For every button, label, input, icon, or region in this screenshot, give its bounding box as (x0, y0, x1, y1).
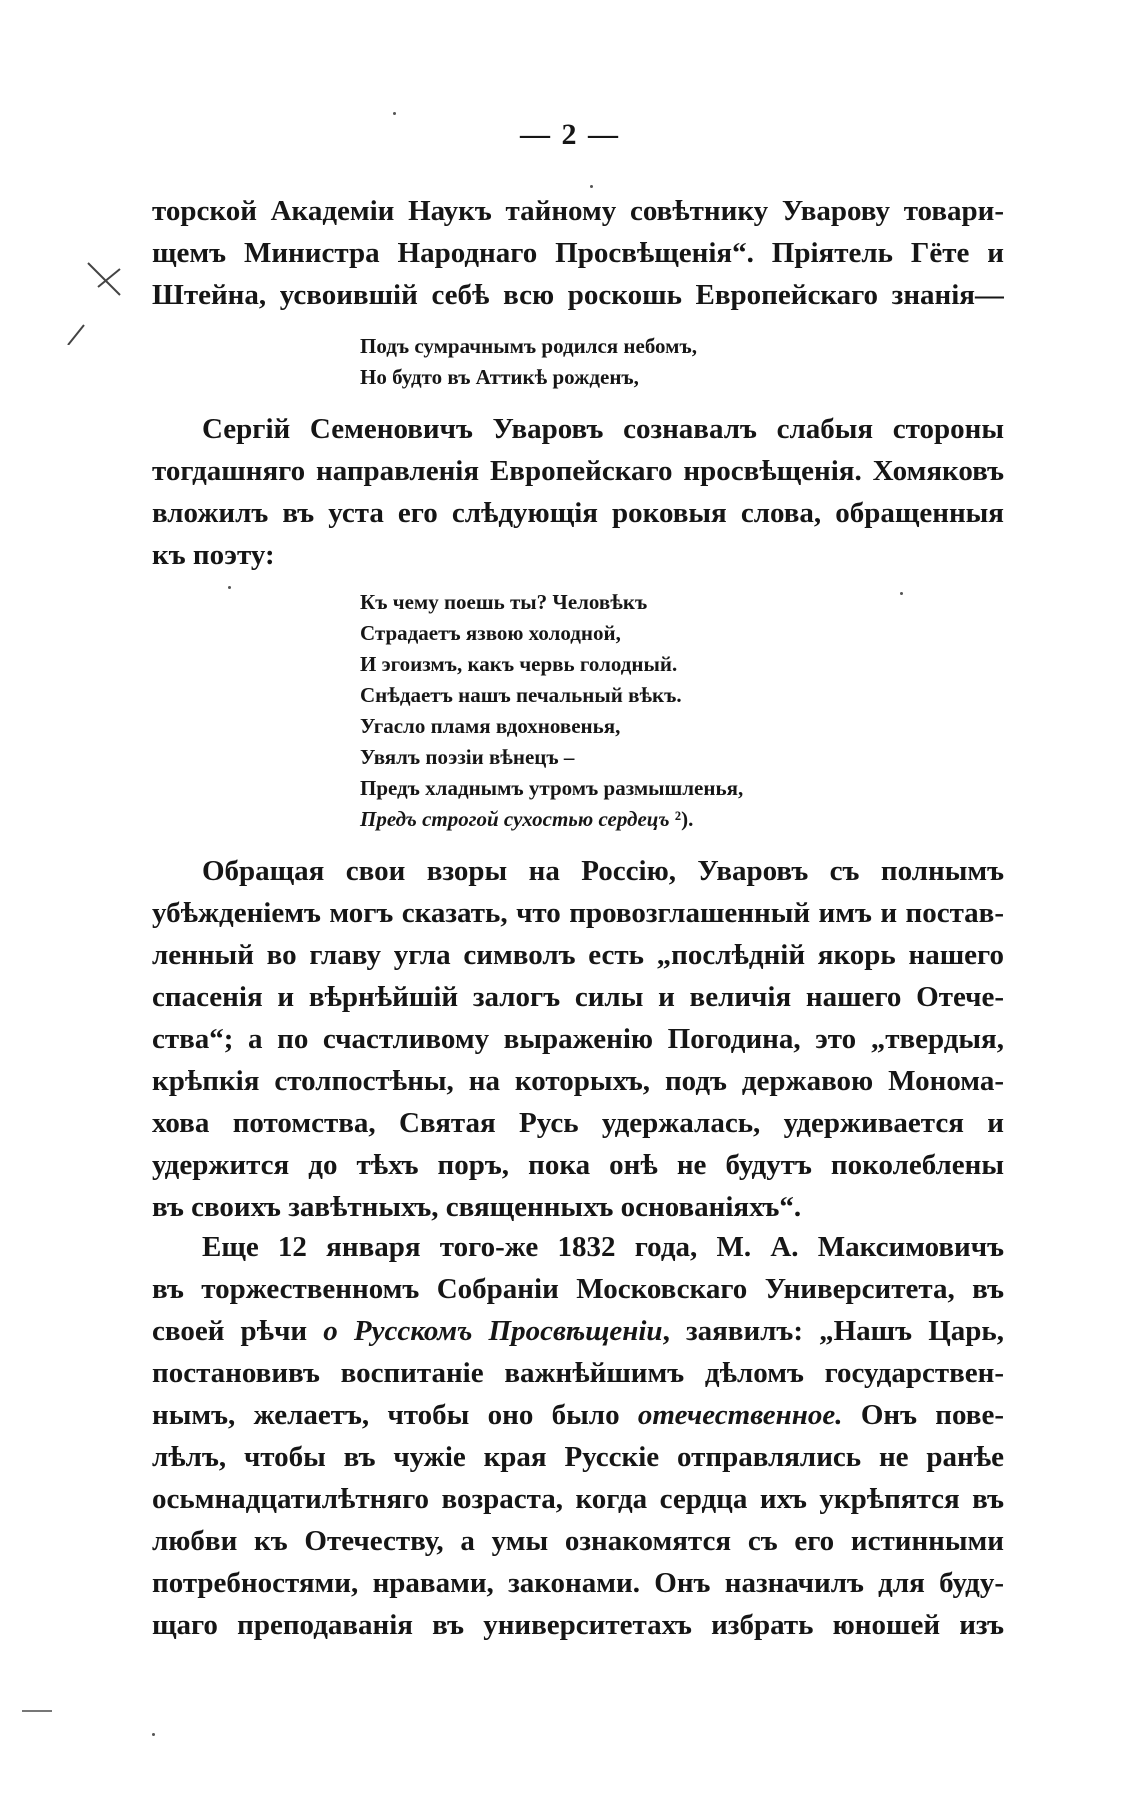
italic-emphasis: отечественное. (637, 1399, 843, 1431)
paragraph-maksimovich (152, 1226, 1004, 1646)
page-number: — 2 — (520, 118, 620, 151)
text-line: потребностями, нравами, законами. Онъ назначилъ для буду- (152, 1567, 1004, 1599)
verse-line: Увялъ поэзіи вѣнецъ – (360, 745, 575, 769)
text-segment: Онъ пове- (842, 1399, 1004, 1431)
text-line: щаго преподаванія въ университетахъ избрать юношей изъ (152, 1609, 1004, 1641)
paragraph-uvarov (152, 408, 1004, 576)
verse-line: Подъ сумрачнымъ родился небомъ, (360, 334, 697, 358)
text-line: хова потомства, Святая Русь удержалась, удерживается и (152, 1107, 1004, 1139)
verse-line: Предъ хладнымъ утромъ размышленья, (360, 776, 744, 800)
text-line: постановивъ воспитаніе важнѣйшимъ дѣломъ государствен- (152, 1357, 1004, 1389)
scan-speck (393, 112, 396, 115)
verse-line-italic: Предъ строгой сухостью сердецъ (360, 807, 670, 831)
text-line: къ поэту: (152, 539, 275, 571)
text-line: Обращая свои взоры на Россію, Уваровъ съ полнымъ (202, 855, 1004, 887)
paragraph-russia (152, 850, 1004, 1228)
text-line: осьмнадцатилѣтняго возраста, когда сердца ихъ укрѣпятся въ (152, 1483, 1004, 1515)
verse-line: Снѣдаетъ нашъ печальный вѣкъ. (360, 683, 682, 707)
text-line: Сергій Семеновичъ Уваровъ сознавалъ слабыя стороны (202, 413, 1004, 445)
text-line: лѣлъ, чтобы въ чужіе края Русскіе отправлялись не ранѣе (152, 1441, 1004, 1473)
text-line: въ своихъ завѣтныхъ, священныхъ основаніяхъ“. (152, 1191, 802, 1223)
text-line: тогдашняго направленія Европейскаго нросвѣщенія. Хомяковъ (152, 455, 1004, 487)
scan-speck (152, 1733, 155, 1736)
scan-speck (900, 592, 903, 595)
verse-quote-2 (360, 587, 920, 835)
text-line: Штейна, усвоившій себѣ всю роскошь Европейскаго знанія— (152, 279, 1004, 311)
text-line: ства“; а по счастливому выраженію Погодина, это „твердыя, (152, 1023, 1004, 1055)
text-line: любви къ Отечеству, а умы ознакомятся съ его истинными (152, 1525, 1004, 1557)
scan-speck (590, 185, 593, 188)
text-line (152, 1394, 1004, 1436)
verse-line-final (360, 804, 920, 835)
text-line (152, 1310, 1004, 1352)
text-line: спасенія и вѣрнѣйшій залогъ силы и величія нашего Отече- (152, 981, 1004, 1013)
text-line: торской Академіи Наукъ тайному совѣтнику Уварову товари- (152, 195, 1004, 227)
verse-line: Угасло пламя вдохновенья, (360, 714, 621, 738)
margin-pencil-mark (58, 255, 138, 345)
text-segment: , заявилъ: „Нашъ Царь, (662, 1315, 1004, 1347)
verse-line: Къ чему поешь ты? Человѣкъ (360, 590, 648, 614)
verse-line: Страдаетъ язвою холодной, (360, 621, 621, 645)
text-line: убѣжденіемъ могъ сказать, что провозглашенный имъ и постав- (152, 897, 1004, 929)
margin-rule (22, 1710, 52, 1712)
text-segment: своей рѣчи (152, 1315, 324, 1347)
text-line: Еще 12 января того-же 1832 года, М. А. Максимовичъ (202, 1231, 1004, 1263)
text-line: въ торжественномъ Собраніи Московскаго Университета, въ (152, 1273, 1004, 1305)
text-line: ленный во главу угла символъ есть „послѣдній якорь нашего (152, 939, 1004, 971)
text-line: щемъ Министра Народнаго Просвѣщенія“. Пріятель Гёте и (152, 237, 1004, 269)
italic-title: о Русскомъ Просвѣщеніи (323, 1315, 663, 1347)
text-line: удержится до тѣхъ поръ, пока онѣ не будутъ поколеблены (152, 1149, 1004, 1181)
verse-line: Но будто въ Аттикѣ рожденъ, (360, 365, 639, 389)
text-line: вложилъ въ уста его слѣдующія роковыя слова, обращенныя (152, 497, 1004, 529)
verse-quote-1 (360, 331, 920, 393)
verse-line: И эгоизмъ, какъ червь голодный. (360, 652, 678, 676)
text-segment: нымъ, желаетъ, чтобы оно было (152, 1399, 638, 1431)
text-line: крѣпкія столпостѣны, на которыхъ, подъ державою Монома- (152, 1065, 1004, 1097)
scan-speck (228, 586, 231, 589)
footnote-marker: ²). (669, 807, 694, 831)
paragraph-continuation (152, 190, 1004, 316)
